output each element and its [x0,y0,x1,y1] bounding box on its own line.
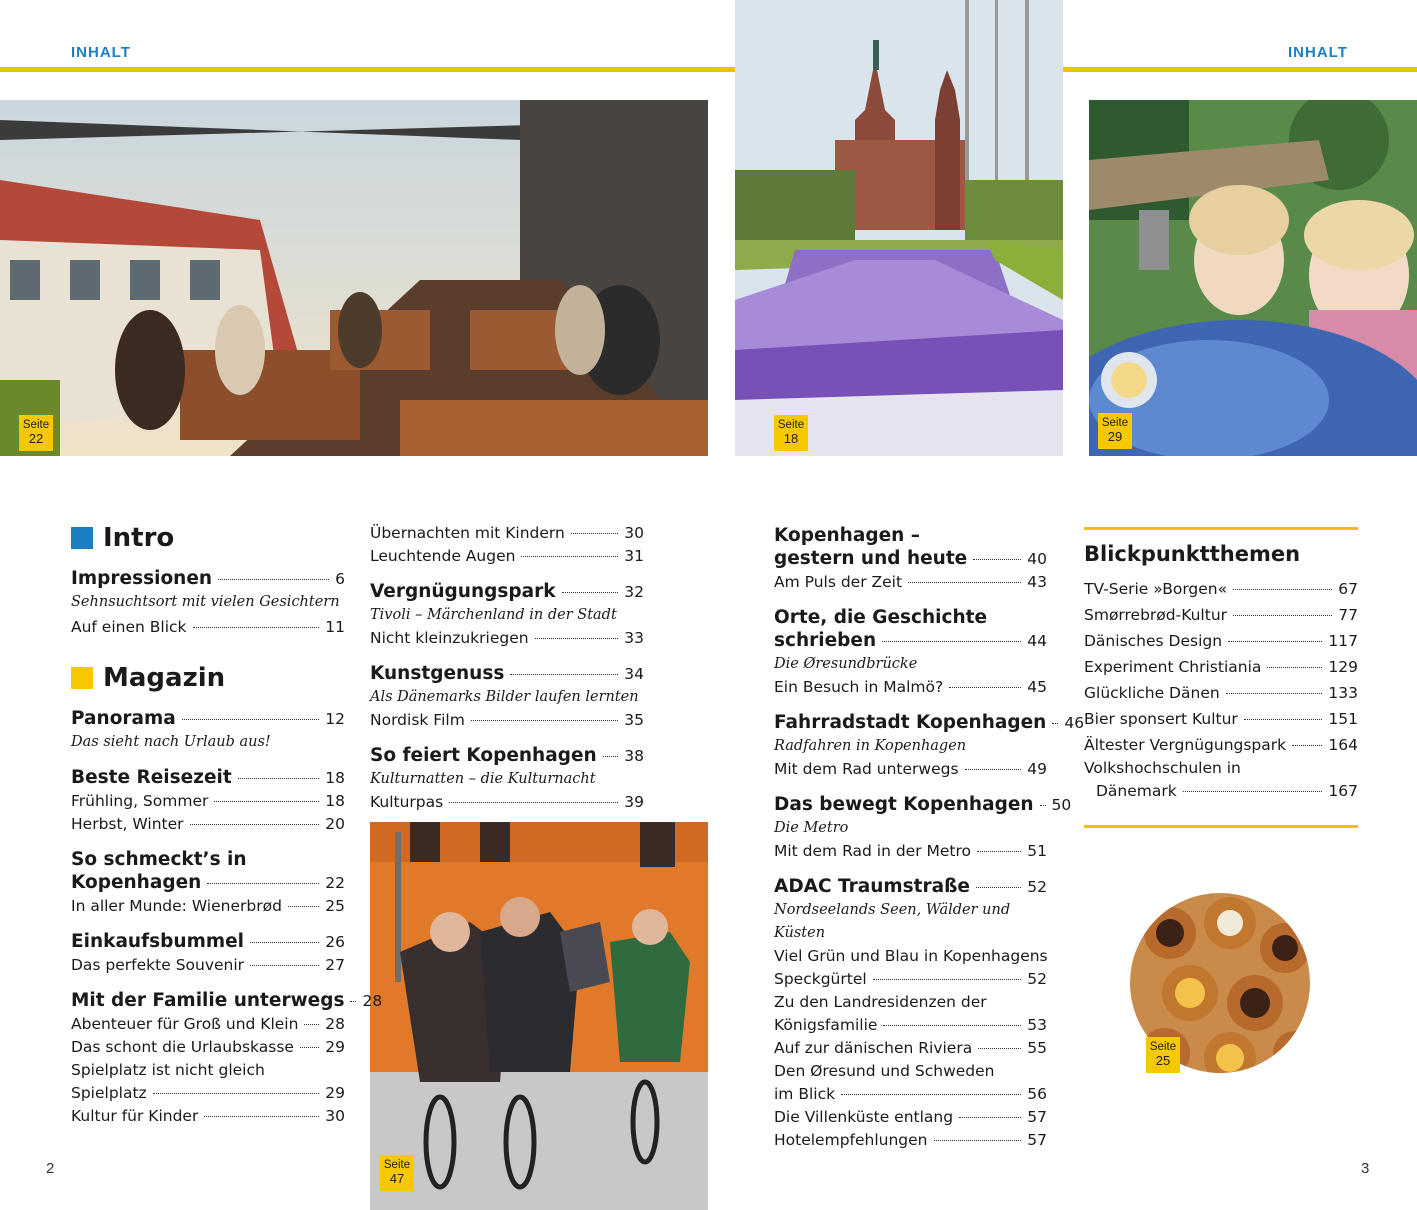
blick-rule-bottom [1084,825,1358,828]
toc-entry[interactable]: Ein Besuch in Malmö? 45 [774,678,1047,696]
page-badge: Seite 22 [19,415,53,451]
page-badge: Seite 25 [1146,1037,1180,1073]
toc-entry[interactable]: Bier sponsert Kultur 151 [1084,710,1358,728]
toc-entry[interactable]: Experiment Christiania 129 [1084,658,1358,676]
toc-entry[interactable]: Nordisk Film 35 [370,711,644,729]
toc-entry[interactable]: Hotelempfehlungen 57 [774,1131,1047,1149]
photo-castle-crocus [735,0,1063,456]
toc-entry[interactable]: Übernachten mit Kindern 30 [370,524,644,542]
toc-entry[interactable]: Kultur für Kinder 30 [71,1107,345,1125]
toc-entry[interactable]: Abenteuer für Groß und Klein 28 [71,1015,345,1033]
toc-entry[interactable]: So feiert Kopenhagen 38 [370,745,644,766]
toc-entry[interactable]: Einkaufsbummel 26 [71,931,345,952]
toc-entry[interactable]: Dänemark 167 [1096,782,1358,800]
header-rule-left [0,67,735,72]
toc-entry[interactable]: Beste Reisezeit 18 [71,767,345,788]
toc-entry[interactable]: im Blick 56 [774,1085,1047,1103]
photo-cyclists [370,822,708,1210]
toc-entry[interactable]: Frühling, Sommer 18 [71,792,345,810]
toc-entry[interactable]: Impressionen 6 [71,568,345,589]
toc-entry[interactable]: Glückliche Dänen 133 [1084,684,1358,702]
toc-entry[interactable]: Kopenhagen 22 [71,872,345,893]
toc-entry[interactable]: Das schont die Urlaubskasse 29 [71,1038,345,1056]
magazin-square-icon [71,667,93,689]
page-number-left: 2 [46,1160,55,1177]
toc-entry[interactable]: Auf einen Blick 11 [71,618,345,636]
toc-entry[interactable]: Spielplatz 29 [71,1084,345,1102]
toc-entry[interactable]: Auf zur dänischen Riviera 55 [774,1039,1047,1057]
toc-entry[interactable]: Fahrradstadt Kopenhagen 46 [774,712,1085,733]
toc-entry[interactable]: Kunstgenuss 34 [370,663,644,684]
toc-entry[interactable]: In aller Munde: Wienerbrød 25 [71,897,345,915]
page-number-right: 3 [1361,1160,1370,1177]
toc-column-3: Kopenhagen – gestern und heute 40 Am Puls der Zeit 43 Orte, die Geschichte schrieben 44 Die Øresundbrücke Ein Besuch in Malmö? 45 Fahrradstadt Kopenhagen 46 Radfahren in Kopenhagen Mit dem Rad unterwegs 49 Das bewegt Kopenhagen 50 Die Metro Mit dem Rad in der Metro 51 ADAC Traumstraße 52 Nordseelands Seen, Wälder und Küsten Viel Grün und Blau in Kopenhagens Speckgürtel 52 Zu den Landresidenzen der Königsfamilie 53 Auf zur dänischen Riviera 55 Den Øresund und Schweden im Blick 56 Die Villenküste entlang 57 Hotelempfehlungen 57 [774,524,1047,1164]
section-title-intro: Intro [71,521,345,555]
toc-column-4-blickpunkt: Blickpunktthemen TV-Serie »Borgen« 67 Smørrebrød-Kultur 77 Dänisches Design 117 Experiment Christiania 129 Glückliche Dänen 133 Bier sponsert Kultur 151 Ältester Vergnügungspark 164 Volkshochschulen in Dänemark 167 [1084,543,1358,803]
section-title-magazin: Magazin [71,661,345,695]
toc-entry[interactable]: Panorama 12 [71,708,345,729]
page-badge: Seite 29 [1098,413,1132,449]
header-inhalt-right: INHALT [1288,44,1348,61]
toc-entry[interactable]: Leuchtende Augen 31 [370,547,644,565]
toc-column-2: Übernachten mit Kindern 30 Leuchtende Augen 31 Vergnügungspark 32 Tivoli – Märchenland in der Stadt Nicht kleinzukriegen 33 Kunstgenuss 34 Als Dänemarks Bilder laufen lernten Nordisk Film 35 So feiert Kopenhagen 38 Kulturnatten – die Kulturnacht Kulturpas 39 [370,522,644,826]
toc-entry[interactable]: schrieben 44 [774,630,1047,651]
blick-title: Blickpunktthemen [1084,542,1301,566]
toc-entry[interactable]: Mit der Familie unterwegs 28 [71,990,383,1011]
toc-entry[interactable]: gestern und heute 40 [774,548,1047,569]
intro-square-icon [71,527,93,549]
toc-entry[interactable]: Das bewegt Kopenhagen 50 [774,794,1072,815]
toc-column-1: Intro Impressionen 6 Sehnsuchtsort mit vielen Gesichtern Auf einen Blick 11 Magazin Panorama 12 Das sieht nach Urlaub aus! Beste Reisezeit 18 Frühling, Sommer 18 Herbst, Winter 20 So schmeckt’s in Kopenhagen 22 In aller Munde: Wienerbrød 25 Einkaufsbummel 26 Das perfekte Souvenir 27 Mit der Familie unterwegs 28 Abenteuer für Groß und Klein 28 Das schont die Urlaubskasse 29 Spielplatz ist nicht gleich Spielplatz 29 Kultur für Kinder 30 [71,521,345,1140]
toc-entry[interactable]: Kulturpas 39 [370,793,644,811]
blick-rule-top [1084,527,1358,530]
toc-entry[interactable]: Mit dem Rad unterwegs 49 [774,760,1047,778]
toc-entry[interactable]: Am Puls der Zeit 43 [774,573,1047,591]
photo-rooftop-terrace [0,100,708,456]
page-badge: Seite 18 [774,415,808,451]
toc-entry[interactable]: Ältester Vergnügungspark 164 [1084,736,1358,754]
toc-entry[interactable]: ADAC Traumstraße 52 [774,876,1047,897]
toc-entry[interactable]: Smørrebrød-Kultur 77 [1084,606,1358,624]
toc-entry[interactable]: Das perfekte Souvenir 27 [71,956,345,974]
toc-entry[interactable]: Königsfamilie 53 [774,1016,1047,1034]
page-badge: Seite 47 [380,1155,414,1191]
photo-children-ride [1089,100,1417,456]
header-rule-right [1063,67,1417,72]
toc-entry[interactable]: Dänisches Design 117 [1084,632,1358,650]
header-inhalt-left: INHALT [71,44,131,61]
toc-entry[interactable]: Speckgürtel 52 [774,970,1047,988]
toc-entry[interactable]: Vergnügungspark 32 [370,581,644,602]
toc-entry[interactable]: Nicht kleinzukriegen 33 [370,629,644,647]
toc-entry[interactable]: Mit dem Rad in der Metro 51 [774,842,1047,860]
toc-entry[interactable]: Herbst, Winter 20 [71,815,345,833]
toc-entry[interactable]: Die Villenküste entlang 57 [774,1108,1047,1126]
toc-entry[interactable]: TV-Serie »Borgen« 67 [1084,580,1358,598]
